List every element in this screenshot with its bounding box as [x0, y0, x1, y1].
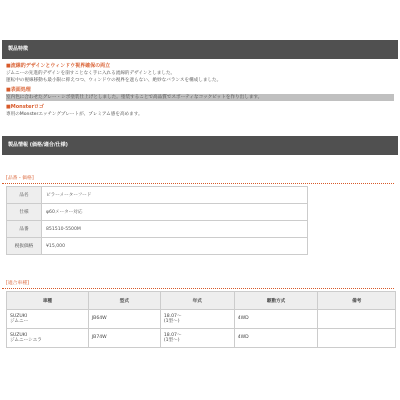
- feature-text: 運転中の視線移動も最小限に抑えつつ、ウィンドウの視界を遮らない、絶妙なバランスを構成しました。: [6, 78, 222, 83]
- vehicle-maker: SUZUKI: [10, 313, 28, 319]
- spec-label: 税抜価格: [7, 238, 42, 255]
- column-header-drive: 駆動方式: [234, 292, 318, 310]
- info-section-header: 製品情報 (価格/適合/仕様): [2, 136, 398, 155]
- vehicle-generation: (1型～): [163, 338, 180, 343]
- vehicle-year: 18.07～: [163, 313, 182, 319]
- feature-title: ■流線的デザインとウィンドウ視界確保の両立: [6, 63, 111, 69]
- spec-label: 仕様: [7, 204, 42, 221]
- feature-title: ■表面処理: [6, 87, 31, 93]
- vehicle-note-cell: [318, 310, 396, 329]
- vehicle-model-cell: [7, 329, 89, 348]
- vehicle-type-cell: JB74W: [88, 329, 160, 348]
- vehicle-model: ジムニー: [10, 319, 29, 324]
- features-section-header: 製品特徴: [2, 40, 398, 59]
- spec-value: φ60メーター対応: [42, 204, 308, 221]
- table-row: [7, 187, 308, 204]
- vehicle-drive-cell: 4WD: [234, 310, 318, 329]
- table-row: [7, 310, 396, 329]
- vehicle-year-cell: [160, 310, 234, 329]
- feature-text: 専用のMonsterエッチングプレートが、プレミアム感を高めます。: [6, 112, 143, 117]
- column-header-note: 備考: [318, 292, 396, 310]
- feature-item: [6, 104, 394, 118]
- vehicle-note-cell: [318, 329, 396, 348]
- table-row: [7, 204, 308, 221]
- vehicle-table-title: [適合車種]: [2, 280, 394, 289]
- spec-value: ピラーメーターフード: [42, 187, 308, 204]
- vehicle-year: 18.07～: [163, 332, 182, 338]
- spec-table: [6, 186, 308, 255]
- column-header-type: 型式: [88, 292, 160, 310]
- vehicle-maker: SUZUKI: [10, 332, 28, 338]
- spec-value: ¥15,000: [42, 238, 308, 255]
- vehicle-model: ジムニーシエラ: [10, 338, 42, 343]
- spec-table-title: [品番・価格]: [2, 175, 394, 184]
- column-header-model: 車種: [7, 292, 89, 310]
- feature-text: 室内色に合わせたグレー・シボ塗装仕上げとしました。塗装することで高品質でスポーティなコックピットを作り出します。: [6, 94, 394, 101]
- spec-value: 851510-5500M: [42, 221, 308, 238]
- table-row: [7, 221, 308, 238]
- vehicle-year-cell: [160, 329, 234, 348]
- feature-item: [6, 63, 394, 84]
- feature-title: ■Monsterロゴ: [6, 104, 44, 110]
- feature-item: [6, 87, 394, 101]
- spec-label: 品番: [7, 221, 42, 238]
- product-page: [2, 40, 398, 348]
- table-row: [7, 238, 308, 255]
- column-header-year: 年式: [160, 292, 234, 310]
- table-header-row: [7, 292, 396, 310]
- vehicle-type-cell: JB64W: [88, 310, 160, 329]
- vehicle-table: [6, 291, 396, 348]
- table-row: [7, 329, 396, 348]
- feature-text: ジムニーの先進的デザインを崩すことなく手に入れる流線的デザインとしました。: [6, 71, 176, 76]
- vehicle-model-cell: [7, 310, 89, 329]
- features-list: [2, 59, 398, 118]
- spec-label: 品名: [7, 187, 42, 204]
- vehicle-drive-cell: 4WD: [234, 329, 318, 348]
- vehicle-generation: (1型～): [163, 319, 180, 324]
